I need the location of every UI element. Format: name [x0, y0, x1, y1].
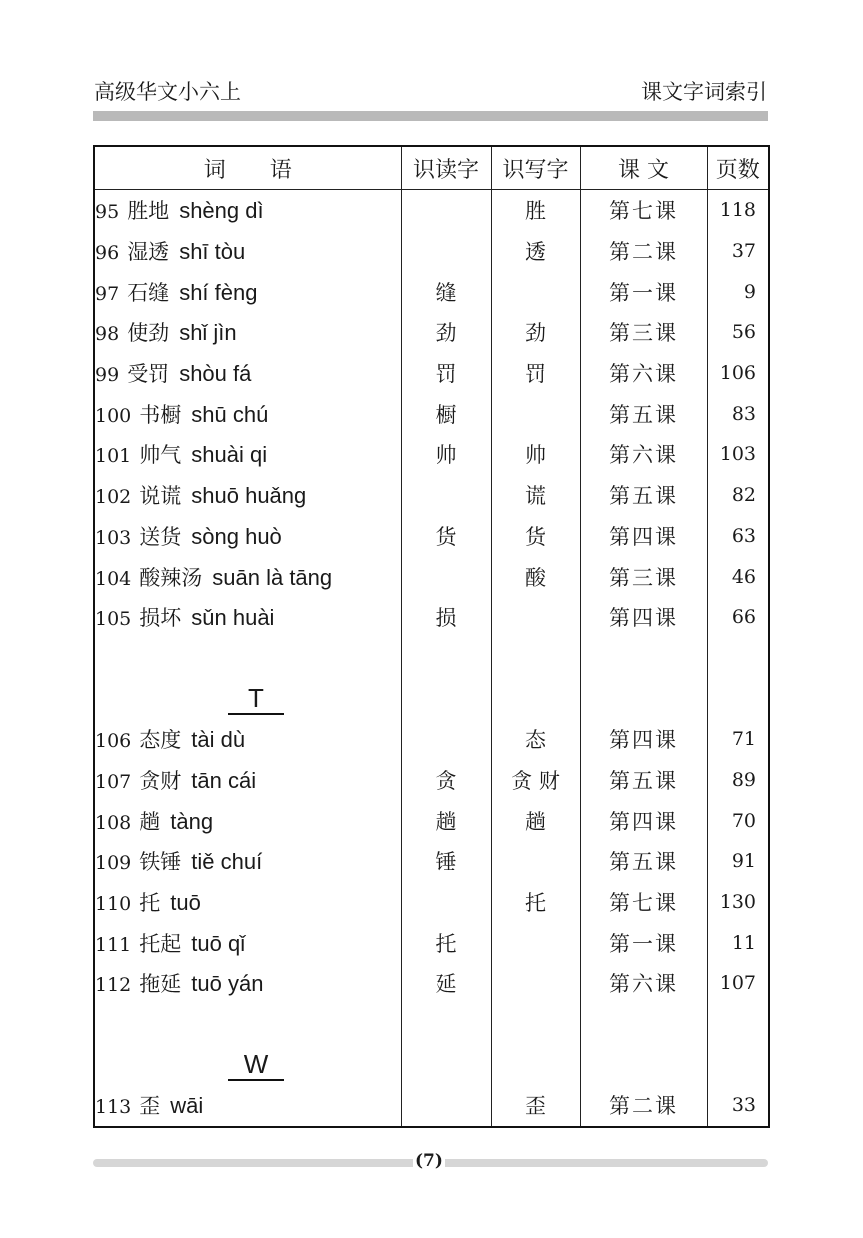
read-char-cell: 货 — [401, 516, 491, 557]
page-cell: 130 — [719, 891, 756, 914]
lesson-cell: 第四课 — [580, 800, 707, 841]
write-char-cell: 罚 — [491, 353, 580, 394]
page-cell: 66 — [731, 606, 756, 629]
lesson-cell: 第六课 — [580, 353, 707, 394]
read-char-cell: 贪 — [401, 760, 491, 801]
entry-number: 105 — [95, 608, 132, 631]
entry-hanzi: 歪 — [139, 1094, 161, 1119]
write-char-cell: 劲 — [491, 312, 580, 353]
write-char-cell: 酸 — [491, 556, 580, 597]
entry-number: 101 — [95, 445, 132, 468]
read-char-cell — [401, 882, 491, 923]
entry-number: 102 — [95, 486, 132, 509]
section-letter-row — [94, 1044, 769, 1085]
entry-number: 95 — [95, 201, 120, 224]
page-cell: 56 — [731, 321, 756, 344]
section-cell — [94, 678, 401, 719]
lesson-cell: 第一课 — [580, 271, 707, 312]
table-row — [94, 719, 769, 760]
word-cell — [94, 719, 401, 760]
entry-hanzi: 书橱 — [139, 402, 182, 427]
read-char-cell — [401, 231, 491, 272]
entry-number: 106 — [95, 730, 132, 753]
write-char-cell — [491, 271, 580, 312]
table-row — [94, 475, 769, 516]
page-cell: 71 — [731, 728, 756, 751]
entry-hanzi: 酸辣汤 — [139, 565, 203, 590]
entry-pinyin: sòng huò — [191, 523, 282, 549]
page-cell: 70 — [731, 809, 756, 832]
table-row — [94, 190, 769, 231]
write-char-cell: 歪 — [491, 1085, 580, 1127]
column-header-read-chars: 识读字 — [401, 146, 491, 190]
word-cell — [94, 800, 401, 841]
read-char-cell — [401, 556, 491, 597]
read-char-cell — [401, 190, 491, 231]
word-index-table — [93, 145, 770, 1128]
entry-pinyin: shī tòu — [179, 239, 246, 265]
word-cell — [94, 1085, 401, 1127]
entry-number: 112 — [95, 974, 132, 997]
section-letter: W — [228, 1051, 284, 1081]
entry-number: 111 — [95, 933, 132, 956]
lesson-cell: 第五课 — [580, 475, 707, 516]
entry-pinyin: shǐ jìn — [179, 320, 237, 346]
entry-hanzi: 受罚 — [127, 362, 170, 387]
lesson-cell: 第四课 — [580, 597, 707, 638]
page-cell: 106 — [719, 362, 756, 385]
page-cell: 82 — [731, 484, 756, 507]
lesson-cell: 第四课 — [580, 516, 707, 557]
page-cell: 33 — [731, 1094, 756, 1117]
entry-pinyin: tuō yán — [191, 971, 264, 997]
spacer-row — [94, 638, 769, 679]
table-row — [94, 882, 769, 923]
entry-pinyin: shòu fá — [179, 361, 252, 387]
lesson-cell: 第四课 — [580, 719, 707, 760]
column-header-words: 词 语 — [94, 146, 401, 190]
write-char-cell: 胜 — [491, 190, 580, 231]
word-cell — [94, 475, 401, 516]
word-cell — [94, 963, 401, 1004]
table-row — [94, 353, 769, 394]
entry-hanzi: 拖延 — [139, 972, 182, 997]
section-letter: T — [228, 685, 284, 715]
read-char-cell: 劲 — [401, 312, 491, 353]
word-cell — [94, 312, 401, 353]
write-char-cell — [491, 393, 580, 434]
page-cell: 83 — [731, 402, 756, 425]
page-cell: 46 — [731, 565, 756, 588]
header-divider-bar — [93, 111, 768, 121]
word-cell — [94, 516, 401, 557]
word-cell — [94, 231, 401, 272]
table-row — [94, 922, 769, 963]
page-cell: 89 — [731, 768, 756, 791]
read-char-cell: 锤 — [401, 841, 491, 882]
book-title: 高级华文小六上 — [94, 80, 241, 104]
word-cell — [94, 271, 401, 312]
page-cell: 63 — [731, 524, 756, 547]
entry-number: 99 — [95, 364, 120, 387]
write-char-cell — [491, 841, 580, 882]
word-cell — [94, 841, 401, 882]
entry-number: 107 — [95, 770, 132, 793]
lesson-cell: 第五课 — [580, 841, 707, 882]
write-char-cell — [491, 597, 580, 638]
page-cell: 103 — [719, 443, 756, 466]
lesson-cell: 第三课 — [580, 312, 707, 353]
table-row — [94, 800, 769, 841]
entry-pinyin: tiě chuí — [191, 849, 263, 875]
write-char-cell: 透 — [491, 231, 580, 272]
write-char-cell: 态 — [491, 719, 580, 760]
table-row — [94, 271, 769, 312]
entry-hanzi: 贪财 — [139, 768, 182, 793]
entry-pinyin: shí fèng — [179, 279, 258, 305]
table-row — [94, 597, 769, 638]
word-cell — [94, 556, 401, 597]
lesson-cell: 第二课 — [580, 1085, 707, 1127]
lesson-cell: 第三课 — [580, 556, 707, 597]
entry-hanzi: 趟 — [139, 809, 161, 834]
write-char-cell: 托 — [491, 882, 580, 923]
entry-pinyin: tàng — [170, 808, 214, 834]
entry-pinyin: shuài qi — [191, 442, 268, 468]
page-number: (7) — [415, 1151, 443, 1171]
entry-pinyin: wāi — [170, 1093, 204, 1119]
entry-hanzi: 帅气 — [139, 443, 182, 468]
table-row — [94, 393, 769, 434]
page-cell: 107 — [719, 972, 756, 995]
table-row — [94, 516, 769, 557]
entry-number: 104 — [95, 567, 132, 590]
entry-number: 109 — [95, 852, 132, 875]
page-cell: 91 — [731, 850, 756, 873]
entry-hanzi: 石缝 — [127, 280, 170, 305]
entry-hanzi: 送货 — [139, 524, 182, 549]
entry-pinyin: shèng dì — [179, 198, 264, 224]
entry-hanzi: 说谎 — [139, 484, 182, 509]
entry-number: 108 — [95, 811, 132, 834]
entry-pinyin: sǔn huài — [191, 605, 275, 631]
word-cell — [94, 353, 401, 394]
entry-pinyin: tuō — [170, 890, 201, 916]
write-char-cell — [491, 963, 580, 1004]
word-cell — [94, 922, 401, 963]
word-cell — [94, 434, 401, 475]
table-row — [94, 312, 769, 353]
entry-number: 113 — [95, 1096, 132, 1119]
entry-pinyin: shū chú — [191, 401, 269, 427]
spacer-row — [94, 1004, 769, 1045]
read-char-cell: 延 — [401, 963, 491, 1004]
entry-number: 97 — [95, 282, 120, 305]
lesson-cell: 第六课 — [580, 434, 707, 475]
read-char-cell — [401, 475, 491, 516]
entry-pinyin: tuō qǐ — [191, 930, 246, 956]
lesson-cell: 第五课 — [580, 393, 707, 434]
read-char-cell: 缝 — [401, 271, 491, 312]
entry-pinyin: shuō huǎng — [191, 483, 307, 509]
entry-number: 96 — [95, 242, 120, 265]
write-char-cell: 趟 — [491, 800, 580, 841]
column-header-write-chars: 识写字 — [491, 146, 580, 190]
word-cell — [94, 882, 401, 923]
table-row — [94, 760, 769, 801]
section-title: 课文字词索引 — [641, 80, 767, 104]
word-cell — [94, 393, 401, 434]
read-char-cell: 橱 — [401, 393, 491, 434]
read-char-cell: 托 — [401, 922, 491, 963]
entry-hanzi: 使劲 — [127, 321, 170, 346]
write-char-cell: 货 — [491, 516, 580, 557]
table-row — [94, 1085, 769, 1127]
lesson-cell: 第一课 — [580, 922, 707, 963]
entry-hanzi: 托 — [139, 891, 161, 916]
page-cell: 11 — [731, 931, 756, 954]
word-cell — [94, 760, 401, 801]
word-cell — [94, 190, 401, 231]
read-char-cell — [401, 719, 491, 760]
read-char-cell: 帅 — [401, 434, 491, 475]
table-row — [94, 231, 769, 272]
page-cell: 37 — [731, 240, 756, 263]
entry-hanzi: 湿透 — [127, 240, 170, 265]
entry-hanzi: 损坏 — [139, 606, 182, 631]
entry-pinyin: suān là tāng — [212, 564, 333, 590]
entry-pinyin: tài dù — [191, 727, 246, 753]
entry-number: 98 — [95, 323, 120, 346]
page-cell: 9 — [743, 280, 756, 303]
word-cell — [94, 597, 401, 638]
entry-pinyin: tān cái — [191, 767, 257, 793]
entry-hanzi: 胜地 — [127, 199, 170, 224]
read-char-cell: 趟 — [401, 800, 491, 841]
table-row — [94, 963, 769, 1004]
column-header-page: 页数 — [707, 146, 769, 190]
section-letter-row — [94, 678, 769, 719]
entry-number: 100 — [95, 404, 132, 427]
entry-number: 110 — [95, 893, 132, 916]
table-row — [94, 841, 769, 882]
lesson-cell: 第六课 — [580, 963, 707, 1004]
entry-hanzi: 托起 — [139, 931, 182, 956]
lesson-cell: 第七课 — [580, 882, 707, 923]
lesson-cell: 第二课 — [580, 231, 707, 272]
table-row — [94, 556, 769, 597]
write-char-cell: 谎 — [491, 475, 580, 516]
entry-hanzi: 铁锤 — [139, 850, 182, 875]
write-char-cell: 帅 — [491, 434, 580, 475]
page-cell: 118 — [719, 199, 756, 222]
read-char-cell: 损 — [401, 597, 491, 638]
read-char-cell: 罚 — [401, 353, 491, 394]
column-header-lesson: 课 文 — [580, 146, 707, 190]
section-cell — [94, 1044, 401, 1085]
lesson-cell: 第五课 — [580, 760, 707, 801]
write-char-cell: 贪 财 — [491, 760, 580, 801]
table-row — [94, 434, 769, 475]
write-char-cell — [491, 922, 580, 963]
lesson-cell: 第七课 — [580, 190, 707, 231]
entry-number: 103 — [95, 526, 132, 549]
entry-hanzi: 态度 — [139, 728, 182, 753]
read-char-cell — [401, 1085, 491, 1127]
table-header-row — [94, 146, 769, 190]
